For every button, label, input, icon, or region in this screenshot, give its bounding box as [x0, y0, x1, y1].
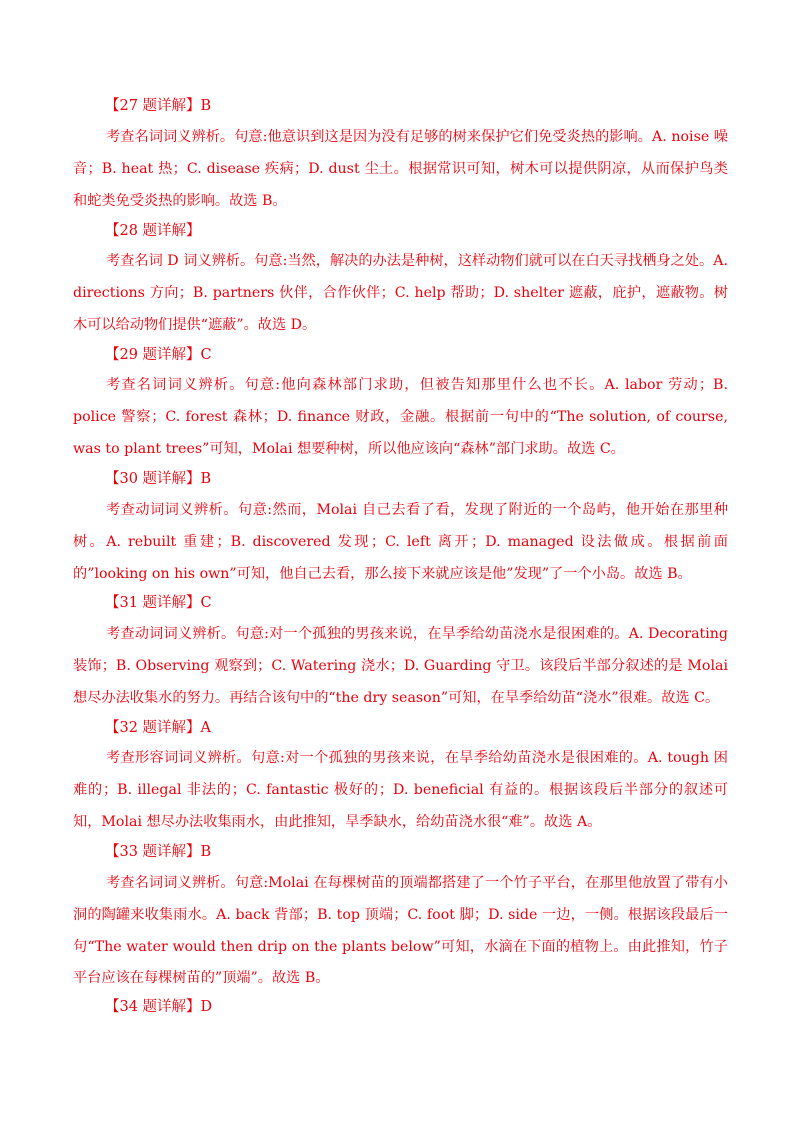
question-31-explanation: 考查动词词义辨析。句意:对一个孤独的男孩来说，在旱季给幼苗浇水是很困难的。A. Decorating 装饰；B. Observing 观察到；C. Watering 浇水；D. Guarding 守卫。该段后半部分叙述的是 Molai 想尽办法收集水的努力。再结合该句中的“the dry season”可知，在旱季给幼苗“浇水”很难。故选 C。 — [73, 626, 728, 706]
question-28-explanation: 考查名词 D 词义辨析。句意:当然，解决的办法是种树，这样动物们就可以在白天寻找栖身之处。A. directions 方向；B. partners 伙伴，合作伙伴；C. help 帮助；D. shelter 遮蔽，庇护，遮蔽物。树木可以给动物们提供“遮蔽”。故选 D。 — [73, 253, 728, 333]
question-33-explanation: 考查名词词义辨析。句意:Molai 在每棵树苗的顶端都搭建了一个竹子平台，在那里他放置了带有小洞的陶罐来收集雨水。A. back 背部；B. top 顶端；C. foot 脚；D. side 一边，一侧。根据该段最后一句“The water would then drip on the plants below”可知，水滴在下面的植物上。由此推知，竹子平台应该在每棵树苗的”顶端”。故选 B。 — [73, 875, 728, 987]
question-30-explanation: 考查动词词义辨析。句意:然而，Molai 自己去看了看，发现了附近的一个岛屿，他开始在那里种树。A. rebuilt 重建；B. discovered 发现；C. left 离开；D. managed 设法做成。根据前面的”looking on his own”可知，他自己去看，那么接下来就应该是他”发现”了一个小岛。故选 B。 — [73, 502, 728, 582]
question-29-explanation: 考查名词词义辨析。句意:他向森林部门求助，但被告知那里什么也不长。A. labor 劳动；B. police 警察；C. forest 森林；D. finance 财政，金融。根据前一句中的“The solution, of course, was to plant trees”可知，Molai 想要种树，所以他应该向“森林”部门求助。故选 C。 — [73, 377, 728, 457]
question-32-explanation: 考查形容词词义辨析。句意:对一个孤独的男孩来说，在旱季给幼苗浇水是很困难的。A. tough 困难的；B. illegal 非法的；C. fantastic 极好的；D. beneficial 有益的。根据该段后半部分的叙述可知，Molai 想尽办法收集雨水，由此推知，旱季缺水，给幼苗浇水很“难”。故选 A。 — [73, 750, 728, 830]
question-28-header: 【28 题详解】 — [105, 223, 201, 239]
question-31-header: 【31 题详解】C — [105, 595, 212, 611]
question-30-header: 【30 题详解】B — [105, 471, 212, 487]
question-27-header: 【27 题详解】B — [105, 98, 212, 114]
question-32-header: 【32 题详解】A — [105, 720, 212, 736]
question-27-explanation: 考查名词词义辨析。句意:他意识到这是因为没有足够的树来保护它们免受炎热的影响。A. noise 噪音；B. heat 热；C. disease 疾病；D. dust 尘土。根据常识可知，树木可以提供阴凉，从而保护鸟类和蛇类免受炎热的影响。故选 B。 — [73, 129, 728, 209]
question-29-header: 【29 题详解】C — [105, 347, 212, 363]
question-33-header: 【33 题详解】B — [105, 844, 212, 860]
question-34-header: 【34 题详解】D — [105, 999, 213, 1015]
